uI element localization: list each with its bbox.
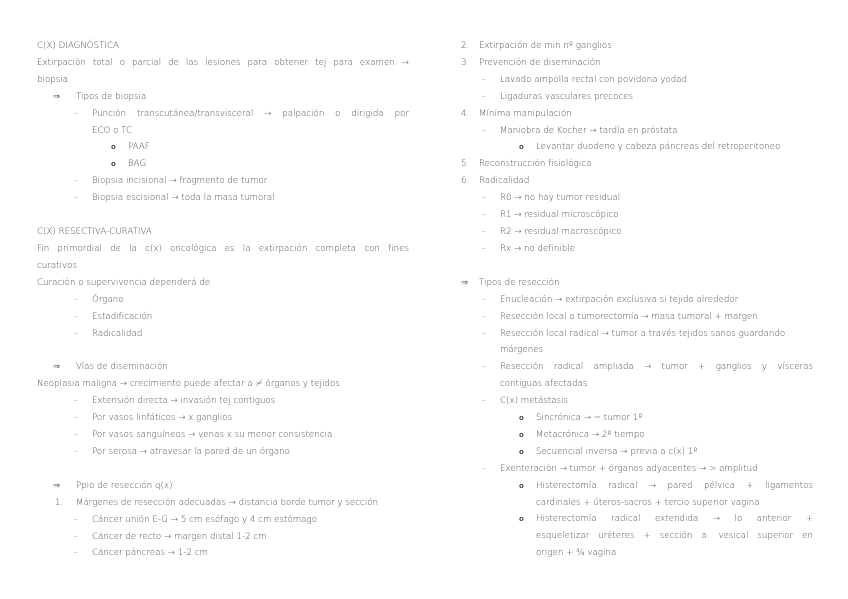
dash-icon: -: [482, 74, 486, 85]
numbered-item-text: Prevención de diseminación: [479, 57, 601, 68]
list-item-text: Metacrónica → 2º tiempo: [536, 429, 645, 440]
item-number: 4.: [461, 108, 470, 119]
paragraph: Extirpación total o parcial de las lesiones para obtener tej para examen →: [37, 57, 409, 68]
bullet-icon: o: [519, 414, 524, 423]
list-item: [461, 461, 813, 478]
list-item-text: Radicalidad: [92, 328, 143, 339]
numbered-item: [461, 173, 813, 190]
list-item-text: Biopsia incisional → fragmento de tumor: [92, 176, 268, 187]
list-item-text: C(x) metástasis: [500, 396, 569, 407]
dash-icon: -: [74, 193, 78, 204]
list-item: [37, 309, 409, 326]
list-item: [461, 89, 813, 106]
list-item: [461, 410, 813, 427]
list-item-text: Cáncer unión E-G → 5 cm esófago y 4 cm estómago: [92, 514, 318, 525]
dash-icon: -: [74, 311, 78, 322]
item-number: 6.: [461, 176, 470, 187]
dash-icon: -: [74, 176, 78, 187]
list-item-text: Por vasos sanguíneos → venas x su menor consistencia: [92, 430, 333, 441]
double-arrow-icon: ⇒: [461, 277, 469, 288]
numbered-item: [461, 55, 813, 72]
list-item: [461, 393, 813, 410]
section-title-resectiva: C(X) RESECTIVA-CURATIVA: [37, 227, 152, 238]
list-item-text: Histerectomía radical extendida → lo anterior +: [536, 514, 813, 525]
list-item-text: Extensión directa → invasión tej contiguos: [92, 396, 276, 407]
dash-icon: -: [482, 328, 486, 339]
arrow-heading: [461, 275, 813, 292]
paragraph: Fin primordial de la c(x) oncológica es la extirpación completa con fines: [37, 243, 409, 254]
item-number: 2.: [461, 41, 470, 51]
list-item-text: PAAF: [128, 142, 150, 153]
list-item-text: Por serosa → atravesar la pared de un órgano: [92, 446, 290, 457]
dash-icon: -: [482, 91, 486, 102]
heading-text: Vías de diseminación: [76, 362, 168, 373]
list-item: [37, 427, 409, 444]
paragraph: Curación o supervivencia dependerá de: [37, 277, 211, 288]
dash-icon: -: [482, 226, 486, 237]
numbered-item: [461, 106, 813, 123]
spacer: [37, 342, 409, 359]
list-item-cont: cardinales + úteros-sacros + tercio superior vagina: [536, 497, 760, 508]
list-item-text: Exenteración → tumor + órganos adyacentes → > amplitud: [500, 463, 758, 474]
list-item-text: Punción transcutánea/transvisceral → palpación o dirigida por: [92, 108, 409, 119]
dash-icon: -: [482, 294, 486, 305]
list-item-text: Resección radical ampliada → tumor + ganglios y vísceras: [500, 362, 813, 373]
dash-icon: -: [74, 294, 78, 305]
left-column: [37, 38, 409, 562]
bullet-icon: o: [519, 430, 524, 439]
list-item-text: R0 → no hay tumor residual: [500, 193, 621, 204]
list-item-text: Cáncer páncreas → 1-2 cm: [92, 548, 208, 559]
dash-icon: -: [482, 311, 486, 322]
list-item-text: Levantar duodeno y cabeza páncreas del retroperitoneo: [536, 142, 781, 153]
arrow-heading: [37, 478, 409, 495]
list-item: [461, 309, 813, 326]
list-item: [37, 444, 409, 461]
arrow-heading: [37, 359, 409, 376]
double-arrow-icon: ⇒: [53, 362, 61, 373]
dash-icon: -: [482, 396, 486, 407]
list-item: [37, 106, 409, 123]
bullet-icon: o: [111, 143, 116, 152]
list-item-text: Cáncer de recto → margen distal 1-2 cm: [92, 531, 267, 542]
list-item-text: Maniobra de Kocher → tardía en próstata: [500, 125, 678, 136]
double-arrow-icon: ⇒: [53, 91, 61, 102]
numbered-item-text: Mínima manipulación: [479, 108, 572, 119]
list-item: [37, 410, 409, 427]
item-number: 1.: [55, 497, 64, 508]
list-item: [37, 292, 409, 309]
list-item: [461, 139, 813, 156]
list-item-text: Ligaduras vasculares precoces: [500, 91, 634, 102]
dash-icon: -: [74, 531, 78, 542]
dash-icon: -: [482, 193, 486, 204]
numbered-item: [461, 38, 813, 55]
numbered-item: [37, 495, 409, 512]
list-item-text: R1 → residual microscópico: [500, 210, 619, 221]
dash-icon: -: [74, 430, 78, 441]
dash-icon: -: [482, 463, 486, 474]
list-item-text: R2 → residual macroscópico: [500, 226, 622, 237]
paragraph: curativos: [37, 260, 77, 271]
list-item: [461, 123, 813, 140]
list-item: [37, 139, 409, 156]
dash-icon: -: [74, 514, 78, 525]
dash-icon: -: [482, 125, 486, 136]
list-item: [461, 444, 813, 461]
numbered-item-text: Extirpación de min nº ganglios: [479, 41, 612, 51]
list-item-text: Enucleación → extirpación exclusiva si tejido alrededor: [500, 294, 739, 305]
list-item-text: Órgano: [92, 294, 124, 305]
section-title-diagnostica: C(X) DIAGNÓSTICA: [37, 41, 119, 51]
list-item: [461, 511, 813, 528]
list-item-text: Rx → no definible: [500, 243, 576, 254]
list-item-text: Por vasos linfáticos → x ganglios: [92, 413, 233, 424]
dash-icon: -: [74, 108, 78, 119]
dash-icon: -: [74, 413, 78, 424]
double-arrow-icon: ⇒: [53, 480, 61, 491]
dash-icon: -: [74, 548, 78, 559]
dash-icon: -: [74, 328, 78, 339]
numbered-item-text: Radicalidad: [479, 176, 530, 187]
paragraph: biopsia: [37, 74, 69, 85]
dash-icon: -: [74, 446, 78, 457]
item-number: 3.: [461, 57, 470, 68]
right-column: [461, 38, 813, 562]
item-number: 5.: [461, 159, 470, 170]
dash-icon: -: [482, 243, 486, 254]
list-item: [37, 512, 409, 529]
list-item-text: Sincrónica → = tumor 1º: [536, 413, 643, 424]
list-item-text: Biopsia escisional → toda la masa tumoral: [92, 193, 275, 204]
list-item: [37, 326, 409, 343]
spacer: [461, 258, 813, 275]
list-item: [461, 427, 813, 444]
list-item: [461, 72, 813, 89]
list-item: [461, 359, 813, 376]
list-item-text: Lavado ampolla rectal con povidona yodad: [500, 74, 688, 85]
list-item: [37, 545, 409, 562]
list-item-cont: origen + ¾ vagina: [536, 548, 617, 559]
list-item: [37, 529, 409, 546]
bullet-icon: o: [519, 481, 524, 490]
list-item-text: BAG: [128, 159, 147, 170]
list-item-text: Estadificación: [92, 311, 153, 322]
list-item: [461, 190, 813, 207]
bullet-icon: o: [519, 515, 524, 524]
list-item: [37, 173, 409, 190]
numbered-item: [461, 156, 813, 173]
bullet-icon: o: [111, 160, 116, 169]
bullet-icon: o: [519, 447, 524, 456]
list-item-text: Histerectomía radical → pared pélvica + ligamentos: [536, 480, 813, 491]
arrow-heading: [37, 89, 409, 106]
heading-text: Tipos de biopsia: [76, 91, 147, 102]
list-item: [461, 292, 813, 309]
list-item-text: Secuencial inversa → previa a c(x) 1º: [536, 446, 698, 457]
list-item: [37, 190, 409, 207]
list-item-cont: márgenes: [500, 345, 544, 356]
list-item: [461, 207, 813, 224]
list-item-text: Resección local radical → tumor a través tejidos sanos guardando: [500, 328, 786, 339]
numbered-item-text: Márgenes de resección adecuadas → distancia borde tumor y sección: [76, 497, 379, 508]
dash-icon: -: [482, 210, 486, 221]
numbered-item-text: Reconstrucción fisiológica: [479, 159, 592, 170]
list-item-text: Resección local o tumorectomía → masa tumoral + margen: [500, 311, 758, 322]
list-item-cont: esqueletizar uréteres + sección a. vesical superior en: [536, 531, 813, 542]
spacer: [37, 461, 409, 478]
list-item: [461, 241, 813, 258]
heading-text: Tipos de resección: [479, 277, 560, 288]
list-item: [461, 478, 813, 495]
list-item-cont: ECO o TC: [92, 125, 133, 136]
spacer: [37, 207, 409, 224]
list-item: [37, 156, 409, 173]
list-item: [461, 326, 813, 343]
list-item: [461, 224, 813, 241]
bullet-icon: o: [519, 143, 524, 152]
heading-text: Ppio de resección q(x): [76, 480, 173, 491]
dash-icon: -: [482, 362, 486, 373]
paragraph: Neoplasia maligna → crecimiento puede afectar a ≠ órganos y tejidos: [37, 379, 340, 390]
list-item-cont: contiguas afectadas: [500, 379, 588, 390]
list-item: [37, 393, 409, 410]
dash-icon: -: [74, 396, 78, 407]
